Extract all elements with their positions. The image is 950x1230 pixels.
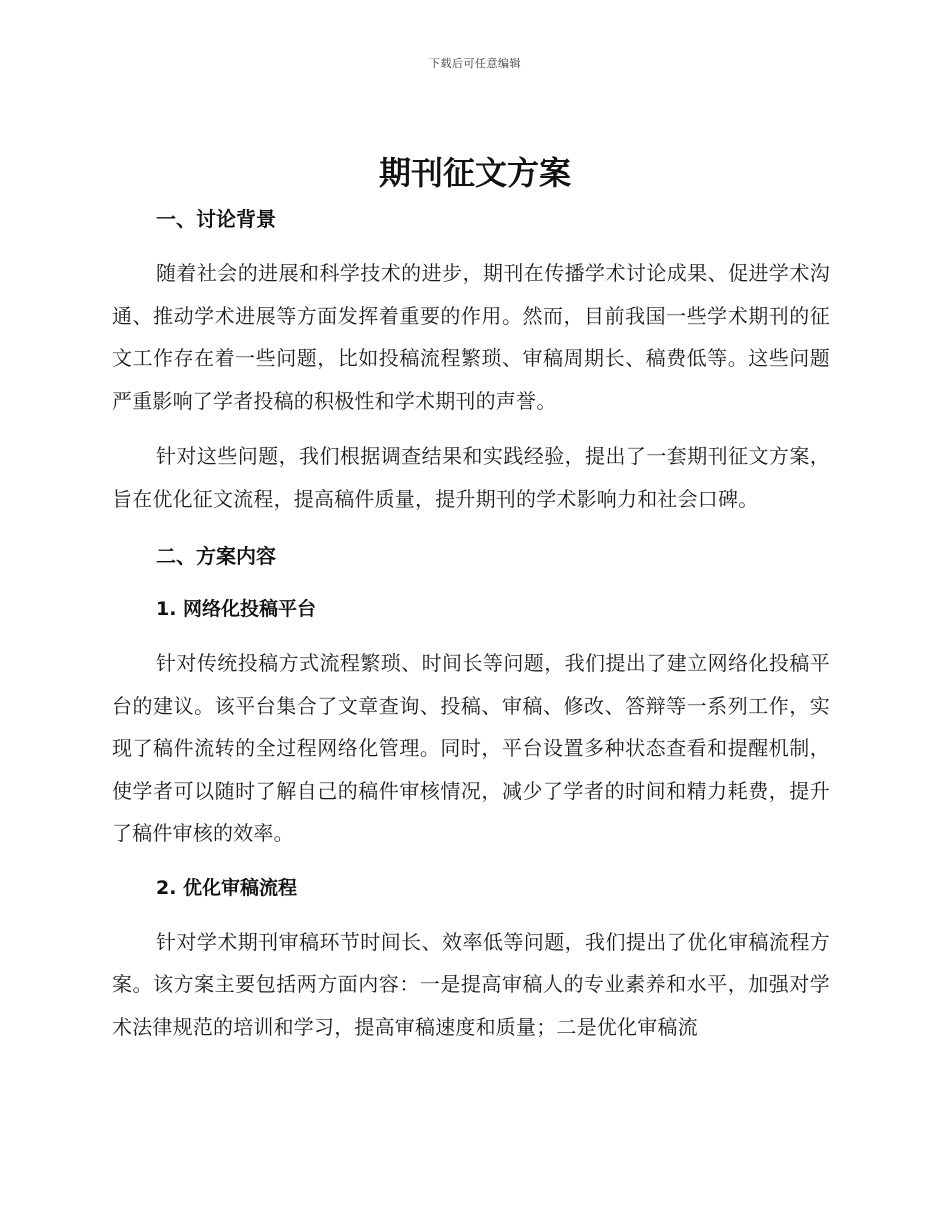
paragraph-review-process: 针对学术期刊审稿环节时间长、效率低等问题，我们提出了优化审稿流程方案。该方案主要包括两方面内容：一是提高审稿人的专业素养和水平，加强对学术法律规范的培训和学习，提高审稿速度和质量；二是优化审稿流 (112, 929, 830, 1039)
paragraph-background-2: 针对这些问题，我们根据调查结果和实践经验，提出了一套期刊征文方案，旨在优化征文流程，提高稿件质量，提升期刊的学术影响力和社会口碑。 (112, 444, 830, 511)
section-heading-background: 一、讨论背景 (156, 207, 276, 231)
page-header-watermark: 下载后可任意编辑 (429, 57, 521, 70)
subsection-heading-review-process: 2. 优化审稿流程 (156, 876, 298, 899)
document-body (112, 199, 830, 1061)
subsection-heading-online-platform: 1. 网络化投稿平台 (156, 598, 317, 620)
document-title: 期刊征文方案 (378, 154, 571, 192)
paragraph-background-1: 随着社会的进展和科学技术的进步，期刊在传播学术讨论成果、促进学术沟通、推动学术进展等方面发挥着重要的作用。然而，目前我国一些学术期刊的征文工作存在着一些问题，比如投稿流程繁琐、审稿周期长、稿费低等。这些问题严重影响了学者投稿的积极性和学术期刊的声誉。 (112, 261, 830, 413)
paragraph-online-platform: 针对传统投稿方式流程繁琐、时间长等问题，我们提出了建立网络化投稿平台的建议。该平台集合了文章查询、投稿、审稿、修改、答辩等一系列工作，实现了稿件流转的全过程网络化管理。同时，平台设置多种状态查看和提醒机制，使学者可以随时了解自己的稿件审核情况，减少了学者的时间和精力耗费，提升了稿件审核的效率。 (112, 651, 830, 845)
section-heading-plan: 二、方案内容 (156, 544, 276, 568)
